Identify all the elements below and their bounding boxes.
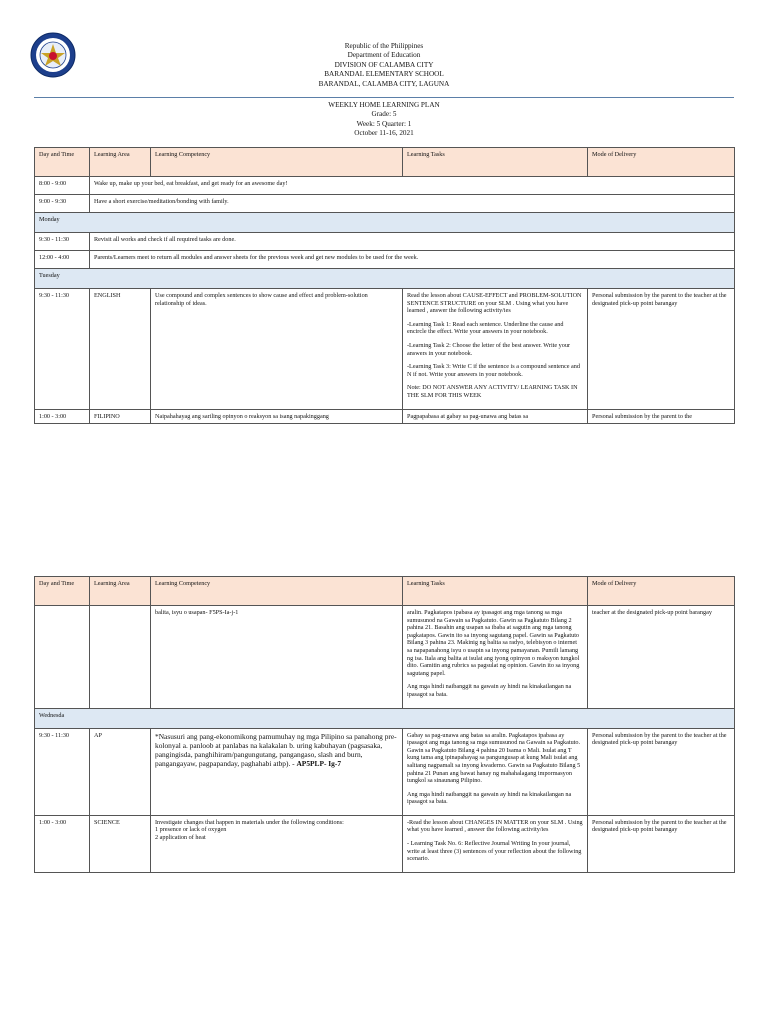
header-learning-tasks: Learning Tasks <box>403 148 588 177</box>
task-item: -Learning Task 2: Choose the letter of the best answer. Write your answers in your notebook. <box>407 341 571 357</box>
task-item: -Learning Task 1: Read each sentence. Underline the cause and encircle the effect. Write your answers in your notebook. <box>407 320 564 336</box>
task-item: Read the lesson about CAUSE-EFFECT and PROBLEM-SOLUTION SENTENCE STRUCTURE on your SLM . Using what you have learned , answer the following activity/ies <box>407 292 582 315</box>
row-tasks <box>403 289 588 410</box>
competency-text: Investigate changes that happen in materials under the following conditions: <box>155 818 344 826</box>
row-competency <box>151 728 403 815</box>
table-row-ap <box>35 728 735 815</box>
row-delivery: Personal submission by the parent to the teacher at the designated pick-up point barangay <box>588 815 735 872</box>
task-item: Gabay sa pag-unawa ang batas sa aralin. Pagkatapos ipabasa ay ipasagot ang mga tanong sa mga sumusunod na Gawain sa Pagkatuto. Gawin sa Pagkatuto Bilang 4 pahina 20 Isama o Mali. Isulat ang T kung tama ang ipinapahayag sa pangungusap at kung Mali isulat ang salitang nagpamali sa inyong kwaderno. Gawin sa Pagkatuto Bilang 5 pahina 21 Punan ang bawat hanay ng mahahalagang impormasyon tungkol sa sinaunang Pilipino. <box>407 731 581 785</box>
row-time: 1:00 - 3:00 <box>35 409 90 424</box>
task-item: -Learning Task 3: Write C if the sentence is a compound sentence and N if not. Write your answers in your notebook. <box>407 363 580 378</box>
task-note: Ang mga hindi naibanggit na gawain ay hindi na kinakailangan na ipasagot sa bata. <box>407 683 572 698</box>
competency-text: *Nasusuri ang pang-ekonomikong pamumuhay ng mga Pilipino sa panahong pre-kolonyal a. panloob at panlabas na kalakalan b. uring kabuhayan (pagsasaka, pangingisda, panghihiram/pangungutang, pangangaso, slash and burn, pangangayaw, pagpapanday, paghahabi atbp). - <box>155 731 397 768</box>
header-line-department: Department of Education <box>347 51 421 60</box>
row-delivery: Personal submission by the parent to the <box>588 409 735 424</box>
header-learning-competency: Learning Competency <box>151 577 403 606</box>
table-row <box>35 177 735 195</box>
row-delivery: teacher at the designated pick-up point barangay <box>588 606 735 709</box>
plan-grade: Grade: 5 <box>371 110 397 119</box>
row-time: 8:00 - 9:00 <box>35 177 90 195</box>
row-activity: Wake up, make up your bed, eat breakfast, and get ready for an awesome day! <box>90 177 735 195</box>
table-row <box>35 233 735 251</box>
task-item: - Learning Task No. 6: Reflective Journal Writing In your journal, write at least three (3) sentences of your reflection about the following scenario. <box>407 840 582 863</box>
school-header <box>0 42 768 89</box>
learning-plan-table-page-2 <box>34 576 735 873</box>
row-tasks <box>403 606 588 709</box>
day-label: Tuesday <box>35 269 735 289</box>
row-competency: balita, isyu o usapan- F5PS-Ia-j-1 <box>151 606 403 709</box>
row-learning-area: SCIENCE <box>90 815 151 872</box>
header-line-republic: Republic of the Philippines <box>344 42 424 50</box>
row-competency: Naipahahayag ang sariling opinyon o reaksyon sa isang napakinggang <box>151 409 403 424</box>
row-tasks: Pagpapabasa at gabay sa pag-unawa ang batas sa <box>403 409 588 424</box>
row-activity: Parents/Learners meet to return all modules and answer sheets for the previous week and get new modules to be used for the week. <box>90 251 735 269</box>
row-tasks <box>403 728 588 815</box>
row-activity: Revisit all works and check if all required tasks are done. <box>90 233 735 251</box>
table-row-english <box>35 289 735 410</box>
row-time <box>35 606 90 709</box>
competency-code: AP5PLP- Ig-7 <box>296 758 342 768</box>
day-row-tuesday <box>35 269 735 289</box>
row-activity: Have a short exercise/meditation/bonding with family. <box>90 195 735 213</box>
header-learning-area: Learning Area <box>90 148 151 177</box>
header-learning-competency: Learning Competency <box>151 148 403 177</box>
table-row <box>35 251 735 269</box>
table-row-filipino-continued <box>35 606 735 709</box>
page-gap <box>0 510 768 560</box>
condition-item: 2 application of heat <box>155 834 206 842</box>
header-mode-of-delivery: Mode of Delivery <box>588 148 735 177</box>
task-item: aralin. Pagkatapos ipabasa ay ipasagot ang mga tanong sa mga sumusunod na Gawain sa Pagkatuto. Gawin sa Pagkatuto Bilang 2 pahina 21. Basahin ang usapan sa ibaba at sagutin ang mga tanong pagkatapos. Gawin ito sa inyong sagutang papel. Gawin sa Pagkatuto Bilang 3 pahina 23. Makinig ng balita sa radyo, telebisyon o internet sa napapanahong isyu o usapin sa inyong pamayanan. Pumili lamang ng isa. Itala ang balita at isulat ang iyong opinyon o reaksyon tungkol dito. Gamitin ang rubrics sa pagsulat ng opinion. Gawin ito sa inyong sagutang papel. <box>407 609 580 677</box>
day-row-monday <box>35 213 735 233</box>
learning-plan-table-page-1 <box>34 147 735 424</box>
document-page-1 <box>0 0 768 510</box>
plan-title-block <box>0 101 768 139</box>
row-learning-area <box>90 606 151 709</box>
header-divider <box>34 97 734 98</box>
header-learning-area: Learning Area <box>90 577 151 606</box>
row-time: 9:30 - 11:30 <box>35 728 90 815</box>
header-day-time: Day and Time <box>35 577 90 606</box>
row-learning-area: ENGLISH <box>90 289 151 410</box>
table-row <box>35 195 735 213</box>
row-time: 9:30 - 11:30 <box>35 289 90 410</box>
plan-week-quarter: Week: 5 Quarter: 1 <box>356 119 412 128</box>
row-delivery: Personal submission by the parent to the teacher at the designated pick-up point barangay <box>588 289 735 410</box>
header-learning-tasks: Learning Tasks <box>403 577 588 606</box>
header-day-time: Day and Time <box>35 148 90 177</box>
header-mode-of-delivery: Mode of Delivery <box>588 577 735 606</box>
header-line-address: BARANDAL, CALAMBA CITY, LAGUNA <box>318 79 450 88</box>
day-label: Monday <box>35 213 735 233</box>
row-delivery: Personal submission by the parent to the teacher at the designated pick-up point barangay <box>588 728 735 815</box>
condition-item: 1 presence or lack of oxygen <box>155 826 227 834</box>
table-header-row <box>35 577 735 606</box>
row-learning-area: AP <box>90 728 151 815</box>
row-competency <box>151 815 403 872</box>
day-row-wednesday <box>35 708 735 728</box>
plan-date: October 11-16, 2021 <box>354 129 414 138</box>
plan-title: WEEKLY HOME LEARNING PLAN <box>328 101 440 109</box>
row-time: 9:00 - 9:30 <box>35 195 90 213</box>
task-note: Ang mga hindi naibanggit na gawain ay hindi na kinakailangan na ipasagot sa bata. <box>407 790 572 806</box>
row-time: 12:00 - 4:00 <box>35 251 90 269</box>
header-line-division: DIVISION OF CALAMBA CITY <box>334 60 434 69</box>
document-page-2 <box>0 560 768 1024</box>
header-line-school: BARANDAL ELEMENTARY SCHOOL <box>324 70 444 79</box>
task-note: Note: DO NOT ANSWER ANY ACTIVITY/ LEARNING TASK IN THE SLM FOR THIS WEEK <box>407 384 578 399</box>
table-row-science <box>35 815 735 872</box>
row-learning-area: FILIPINO <box>90 409 151 424</box>
task-item: -Read the lesson about CHANGES IN MATTER on your SLM . Using what you have learned , answer the following activity/ies <box>407 818 583 834</box>
row-time: 1:00 - 3:00 <box>35 815 90 872</box>
day-label: Wednesda <box>35 708 735 728</box>
table-row-filipino <box>35 409 735 424</box>
row-competency: Use compound and complex sentences to show cause and effect and problem-solution relationship of ideas. <box>151 289 403 410</box>
row-tasks <box>403 815 588 872</box>
table-header-row <box>35 148 735 177</box>
row-time: 9:30 - 11:30 <box>35 233 90 251</box>
